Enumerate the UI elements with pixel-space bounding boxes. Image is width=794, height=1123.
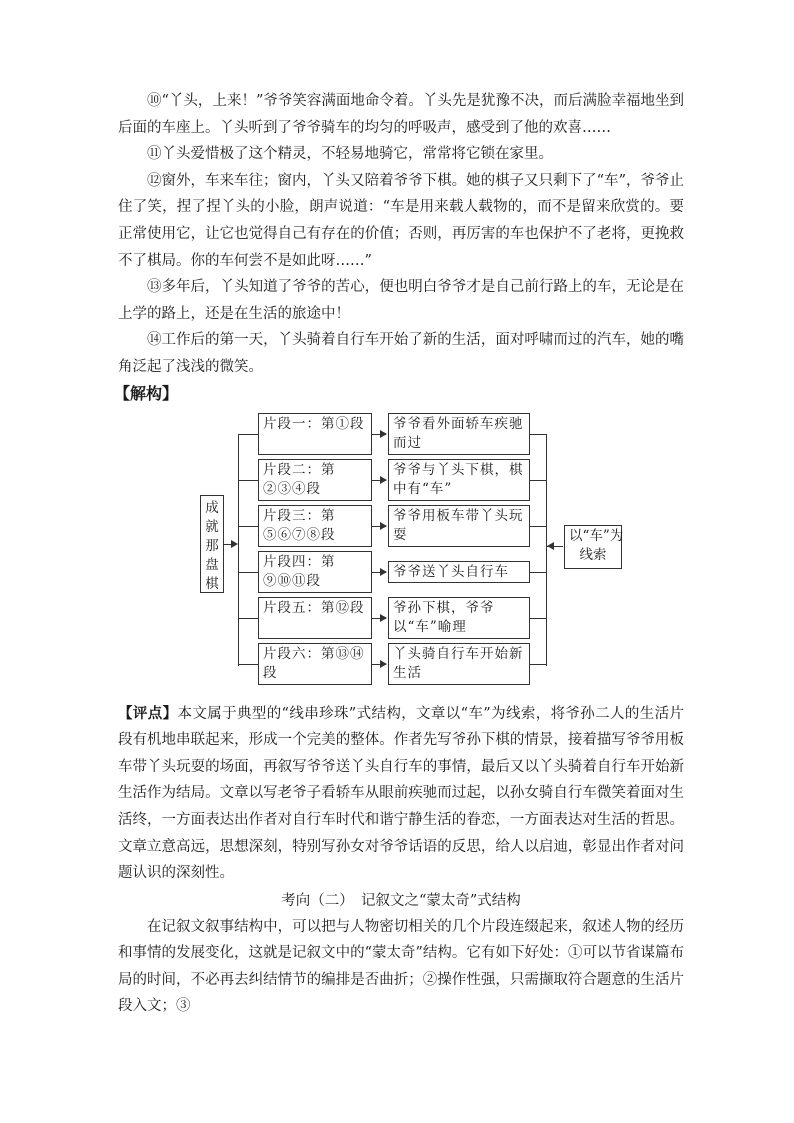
segment-content: 爷爷用板车带丫头玩耍 bbox=[393, 507, 524, 543]
paragraph-14: ⑭工作后的第一天，丫头骑着自行车开始了新的生活，面对呼啸而过的汽车，她的嘴角泛起了浅浅的微笑。 bbox=[118, 332, 684, 375]
branch-line-right bbox=[530, 618, 546, 619]
document-page bbox=[114, 88, 685, 1020]
pingdian-paragraph bbox=[118, 701, 684, 887]
segment-content: 爷爷与丫头下棋，棋中有“车” bbox=[393, 461, 524, 497]
right-trunk bbox=[546, 434, 547, 666]
paragraph-10: ⑩“丫头，上来！”爷爷笑容满面地命令着。丫头先是犹豫不决，而后满脸幸福地坐到后面的车座上。丫头听到了爷爷骑车的均匀的呼吸声，感受到了他的欢喜…… bbox=[118, 93, 684, 136]
segment-label: 片段六：第⑬⑭段 bbox=[263, 645, 365, 681]
pingdian-label: 【评点】 bbox=[118, 705, 178, 722]
segment-content-box bbox=[388, 413, 530, 455]
final-paragraph: 在记叙文叙事结构中，可以把与人物密切相关的几个片段连缀起来，叙述人物的经历和事情的发展变化，这就是记叙文中的“蒙太奇”结构。它有如下好处：①可以节省谋篇布局的时间，不必再去纠结情节的编排是否曲折；②操作性强，只需撷取符合题意的生活片段入文；③ bbox=[118, 918, 684, 1015]
segment-label: 片段四：第⑨⑩⑪段 bbox=[263, 553, 336, 589]
branch-line-right bbox=[530, 572, 546, 573]
branch-line-right bbox=[530, 664, 546, 665]
sub-heading: 考向（二） 记叙文之“蒙太奇”式结构 bbox=[281, 892, 521, 909]
connector-arrow bbox=[380, 614, 387, 622]
segment-content-box bbox=[388, 505, 530, 547]
segment-content-box bbox=[388, 561, 530, 583]
branch-line-left bbox=[238, 480, 258, 481]
structure-diagram bbox=[200, 411, 630, 695]
segment-content: 丫头骑自行车开始新生活 bbox=[393, 645, 524, 681]
branch-line-left bbox=[238, 572, 258, 573]
thread-arrow-head bbox=[547, 542, 554, 550]
diagram-root-text: 成就那盘棋 bbox=[205, 499, 219, 592]
segment-label: 片段二：第②③④段 bbox=[263, 461, 336, 497]
segment-content-box bbox=[388, 643, 530, 685]
connector-arrow bbox=[380, 476, 387, 484]
segment-label-box bbox=[258, 505, 372, 547]
connector-arrow bbox=[380, 522, 387, 530]
segment-label-box bbox=[258, 459, 372, 501]
branch-line-right bbox=[530, 434, 546, 435]
pingdian-text: 本文属于典型的“线串珍珠”式结构，文章以“车”为线索，将爷孙二人的生活片段有机地串联起来，形成一个完美的整体。作者先写爷孙下棋的情景，接着描写爷爷用板车带丫头玩耍的场面，再叙写爷爷送丫头自行车的事情，最后又以丫头骑着自行车开始新生活作为结局。文章以写老爷子看轿车从眼前疾驰而过起，以孙女骑自行车微笑着面对生活终，一方面表达出作者对自行车时代和谐宁静生活的眷恋，一方面表达对生活的哲思。文章立意高远，思想深刻，特别写孙女对爷爷话语的反思，给人以启迪，彰显出作者对问题认识的深刻性。 bbox=[118, 705, 685, 882]
paragraph-11: ⑪丫头爱惜极了这个精灵，不轻易地骑它，常常将它锁在家里。 bbox=[147, 146, 553, 163]
branch-line-left bbox=[238, 664, 258, 665]
segment-content: 爷孙下棋，爷爷以“车”喻理 bbox=[393, 599, 495, 635]
paragraph-12: ⑫窗外，车来车往；窗内，丫头又陪着爷爷下棋。她的棋子又只剩下了“车”，爷爷止住了笑，捏了捏丫头的小脸，朗声说道：“车是用来载人载物的，而不是留来欣赏的。要正常使用它，让它也觉得自己有存在的价值；否则，再厉害的车也保护不了老将，更挽救不了棋局。你的车何尝不是如此呀……” bbox=[118, 172, 684, 269]
branch-line-right bbox=[530, 526, 546, 527]
thread-text: 以“车”为线索 bbox=[569, 527, 624, 563]
connector-arrow bbox=[380, 430, 387, 438]
branch-line-left bbox=[238, 618, 258, 619]
connector-arrow bbox=[380, 660, 387, 668]
left-trunk bbox=[238, 434, 239, 666]
thread-box bbox=[564, 525, 622, 569]
segment-label-box bbox=[258, 551, 372, 593]
segment-label-box bbox=[258, 597, 372, 639]
branch-line-left bbox=[238, 526, 258, 527]
connector-arrow bbox=[380, 568, 387, 576]
root-arrow-head bbox=[231, 540, 238, 548]
segment-label: 片段五：第⑫段 bbox=[263, 599, 365, 616]
segment-label: 片段一：第①段 bbox=[263, 415, 365, 432]
paragraph-13: ⑬多年后，丫头知道了爷爷的苦心，便也明白爷爷才是自己前行路上的车，无论是在上学的路上，还是在生活的旅途中！ bbox=[118, 279, 684, 322]
branch-line-left bbox=[238, 434, 258, 435]
jiegou-heading: 【解构】 bbox=[114, 383, 179, 403]
segment-content-box bbox=[388, 459, 530, 501]
segment-content: 爷爷看外面轿车疾驰而过 bbox=[393, 415, 524, 451]
segment-label-box bbox=[258, 413, 372, 455]
branch-line-right bbox=[530, 480, 546, 481]
segment-content: 爷爷送丫头自行车 bbox=[393, 563, 509, 580]
segment-label: 片段三：第⑤⑥⑦⑧段 bbox=[263, 507, 336, 543]
segment-label-box bbox=[258, 643, 372, 685]
segment-content-box bbox=[388, 597, 530, 639]
diagram-root-box bbox=[200, 495, 224, 593]
